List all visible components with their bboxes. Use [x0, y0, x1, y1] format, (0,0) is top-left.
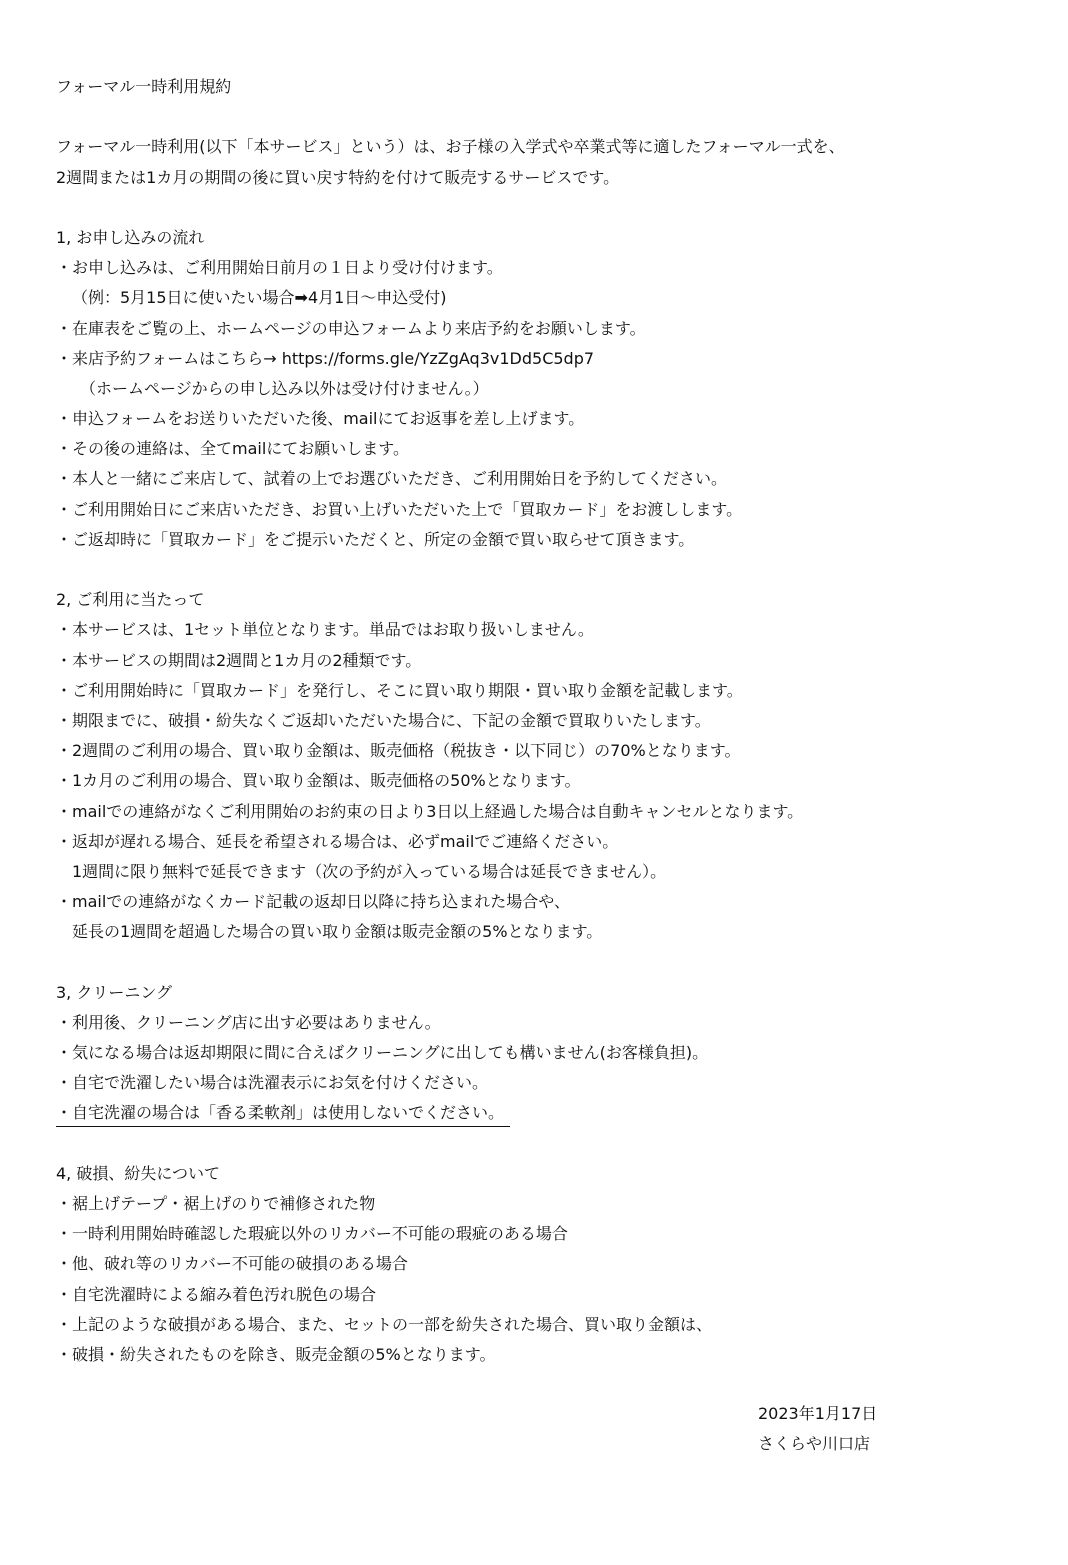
spacer [56, 1129, 1016, 1159]
list-item: ・自宅で洗濯したい場合は洗濯表示にお気を付けください。 [56, 1073, 489, 1093]
list-item: ・返却が遅れる場合、延長を希望される場合は、必ずmailでご連絡ください。 [56, 831, 619, 851]
list-item: ・ご利用開始日にご来店いただき、お買い上げいただいた上で「買取カード」をお渡しします。 [56, 499, 743, 519]
list-item: ・気になる場合は返却期限に間に合えばクリーニングに出しても構いません(お客様負担)。 [56, 1043, 709, 1062]
spacer [56, 102, 1016, 132]
list-item: ・破損・紛失されたものを除き、販売金額の5%となります。 [56, 1344, 496, 1364]
list-item: ・お申し込みは、ご利用開始日前月の１日より受け付けます。 [56, 258, 503, 278]
list-item: ・本人と一緒にご来店して、試着の上でお選びいただき、ご利用開始日を予約してください。 [56, 469, 728, 489]
intro-line: 2週間または1カ月の期間の後に買い戻す特約を付けて販売するサービスです。 [56, 167, 620, 187]
list-item-note: 1週間に限り無料で延長できます（次の予約が入っている場合は延長できません）。 [72, 861, 667, 881]
list-item: ・利用後、クリーニング店に出す必要はありません。 [56, 1012, 441, 1032]
list-item: ・他、破れ等のリカバー不可能の破損のある場合 [56, 1254, 408, 1274]
list-item: ・期限までに、破損・紛失なくご返却いただいた場合に、下記の金額で買取りいたします。 [56, 710, 711, 730]
list-item-underlined [56, 1098, 1016, 1128]
list-item: ・自宅洗濯時による縮み着色汚れ脱色の場合 [56, 1284, 377, 1304]
document-footer [758, 1399, 1018, 1459]
section-heading-application-flow: 1, お申し込みの流れ [56, 227, 205, 247]
list-item: ・在庫表をご覧の上、ホームページの申込フォームより来店予約をお願いします。 [56, 318, 646, 338]
section-heading-usage: 2, ご利用に当たって [56, 590, 205, 610]
list-item: ・2週間のご利用の場合、買い取り金額は、販売価格（税抜き・以下同じ）の70%となります。 [56, 741, 741, 761]
list-item-reservation-link: ・来店予約フォームはこちら→ https://forms.gle/YzZgAq3v1Dd5C5dp7 [56, 348, 595, 368]
list-item: ・ご返却時に「買取カード」をご提示いただくと、所定の金額で買い取らせて頂きます。 [56, 529, 695, 549]
list-item: ・mailでの連絡がなくカード記載の返却日以降に持ち込まれた場合や、 [56, 892, 570, 912]
list-item: ・1カ月のご利用の場合、買い取り金額は、販売価格の50%となります。 [56, 771, 581, 791]
list-item: ・裾上げテープ・裾上げのりで補修された物 [56, 1193, 376, 1213]
section-heading-damage-loss: 4, 破損、紛失について [56, 1163, 221, 1183]
spacer [56, 555, 1016, 585]
list-item-note: 延長の1週間を超過した場合の買い取り金額は販売金額の5%となります。 [72, 922, 603, 942]
list-item: ・一時利用開始時確認した瑕疵以外のリカバー不可能の瑕疵のある場合 [56, 1224, 568, 1244]
underlined-warning: ・自宅洗濯の場合は「香る柔軟剤」は使用しないでください。 [56, 1100, 510, 1127]
list-item: ・その後の連絡は、全てmailにてお願いします。 [56, 439, 410, 459]
terms-document [56, 72, 1016, 1370]
spacer [56, 947, 1016, 977]
list-item: ・本サービスは、1セット単位となります。単品ではお取り扱いしません。 [56, 620, 594, 640]
footer-store-name: さくらや川口店 [758, 1434, 871, 1454]
section-heading-cleaning: 3, クリーニング [56, 982, 173, 1002]
list-item: ・mailでの連絡がなくご利用開始のお約束の日より3日以上経過した場合は自動キャンセルとなります。 [56, 801, 804, 821]
spacer [56, 193, 1016, 223]
list-item: ・上記のような破損がある場合、また、セットの一部を紛失された場合、買い取り金額は、 [56, 1314, 713, 1334]
list-item: ・ご利用開始時に「買取カード」を発行し、そこに買い取り期限・買い取り金額を記載します。 [56, 680, 743, 700]
document-title: フォーマル一時利用規約 [56, 77, 232, 96]
list-item: ・本サービスの期間は2週間と1カ月の2種類です。 [56, 650, 422, 670]
list-item-note: （例：5月15日に使いたい場合➡4月1日～申込受付) [72, 288, 447, 308]
list-item-note: （ホームページからの申し込み以外は受け付けません。） [80, 378, 489, 398]
footer-date: 2023年1月17日 [758, 1404, 878, 1423]
list-item: ・申込フォームをお送りいただいた後、mailにてお返事を差し上げます。 [56, 409, 585, 429]
intro-line: フォーマル一時利用(以下「本サービス」という）は、お子様の入学式や卒業式等に適したフォーマル一式を、 [56, 137, 845, 157]
